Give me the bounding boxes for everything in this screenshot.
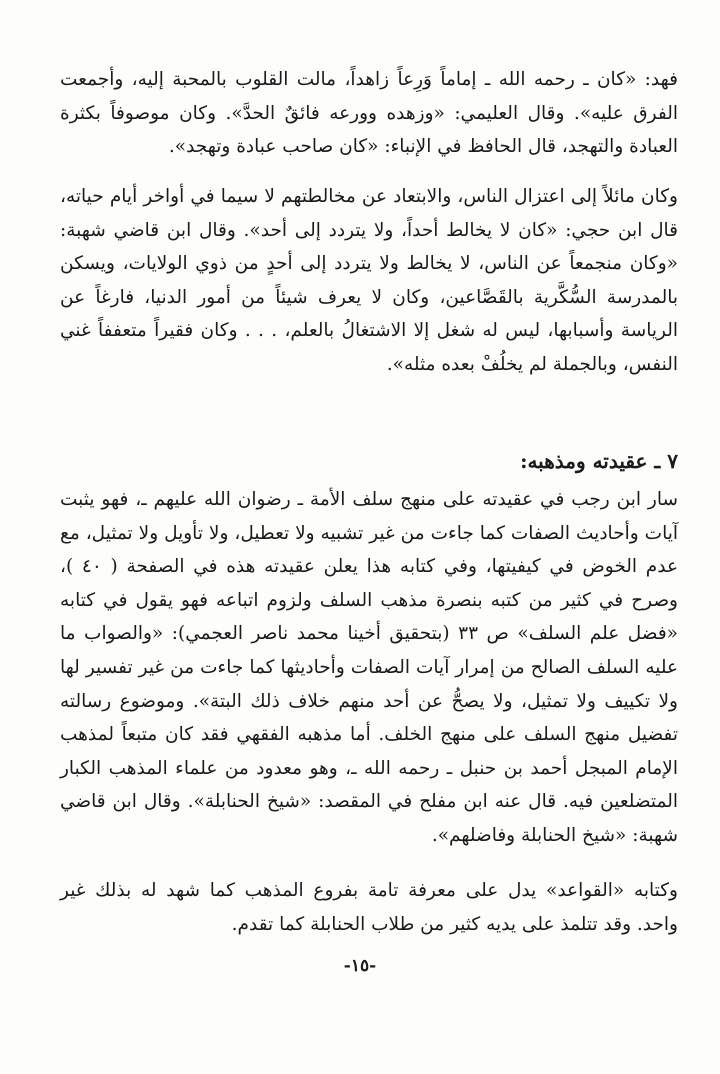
paragraph-seclusion: وكان مائلاً إلى اعتزال الناس، والابتعاد عن مخالطتهم لا سيما في أواخر أيام حياته، قال ابن حجي: «كان لا يخالط أحداً، ولا يتردد إلى أحد». وقال ابن قاضي شهبة: «وكان منجمعاً عن الناس، لا يخالط ولا يتردد إلى أحدٍ من ذوي الولايات، ويسكن بالمدرسة السُّكَّرية بالقَصَّاعين، وكان لا يعرف شيئاً من أمور الدنيا، فارغاً عن الرياسة وأسبابها، ليس له شغل إلا الاشتغالُ بالعلم، . . . وكان فقيراً متعففاً غني النفس، وبالجملة لم يخلُفْ بعده مثله». xyxy=(60,186,678,375)
paragraph-creed-and-madhhab: سار ابن رجب في عقيدته على منهج سلف الأمة ـ رضوان الله عليهم ـ، فهو يثبت آيات وأحاديث الصفات كما جاءت من غير تشبيه ولا تعطيل، ولا تأويل ولا تمثيل، مع عدم الخوض في كيفيتها، وفي كتابه هذا يعلن عقيدته هذه في الصفحة ( ٤٠ )، وصرح في كثير من كتبه بنصرة مذهب السلف ولزوم اتباعه فهو يقول في كتابه «فضل علم السلف» ص ٣٣ (بتحقيق أخينا محمد ناصر العجمي): «والصواب ما عليه السلف الصالح من إمرار آيات الصفات وأحاديثها كما جاءت من غير تفسير لها ولا تكييف ولا تمثيل، ولا يصحُّ عن أحد منهم خلاف ذلك البتة». وموضوع رسالته تفضيل منهج السلف على منهج الخلف. أما مذهبه الفقهي فقد كان متبعاً لمذهب الإمام المبجل أحمد بن حنبل ـ رحمه الله ـ، وهو معدود من علماء المذهب الكبار المتضلعين فيه. قال عنه ابن مفلح في المقصد: «شيخ الحنابلة». وقال ابن قاضي شهبة: «شيخ الحنابلة وفاضلهم». xyxy=(60,489,678,846)
section-heading-creed: ٧ ـ عقيدته ومذهبه: xyxy=(520,449,678,473)
paragraph-qawaid: وكتابه «القواعد» يدل على معرفة تامة بفروع المذهب كما شهد له بذلك غير واحد. وقد تتلمذ على يديه كثير من طلاب الحنابلة كما تقدم. xyxy=(60,880,678,935)
paragraph-piety: فهد: «كان ـ رحمه الله ـ إماماً وَرِعاً زاهداً، مالت القلوب بالمحبة إليه، وأجمعت الفرق عليه». وقال العليمي: «وزهده وورعه فائقٌ الحدَّ». وكان موصوفاً بكثرة العبادة والتهجد، قال الحافظ في الإنباء: «كان صاحب عبادة وتهجد». xyxy=(60,69,678,158)
page-number: -١٥- xyxy=(343,956,377,976)
